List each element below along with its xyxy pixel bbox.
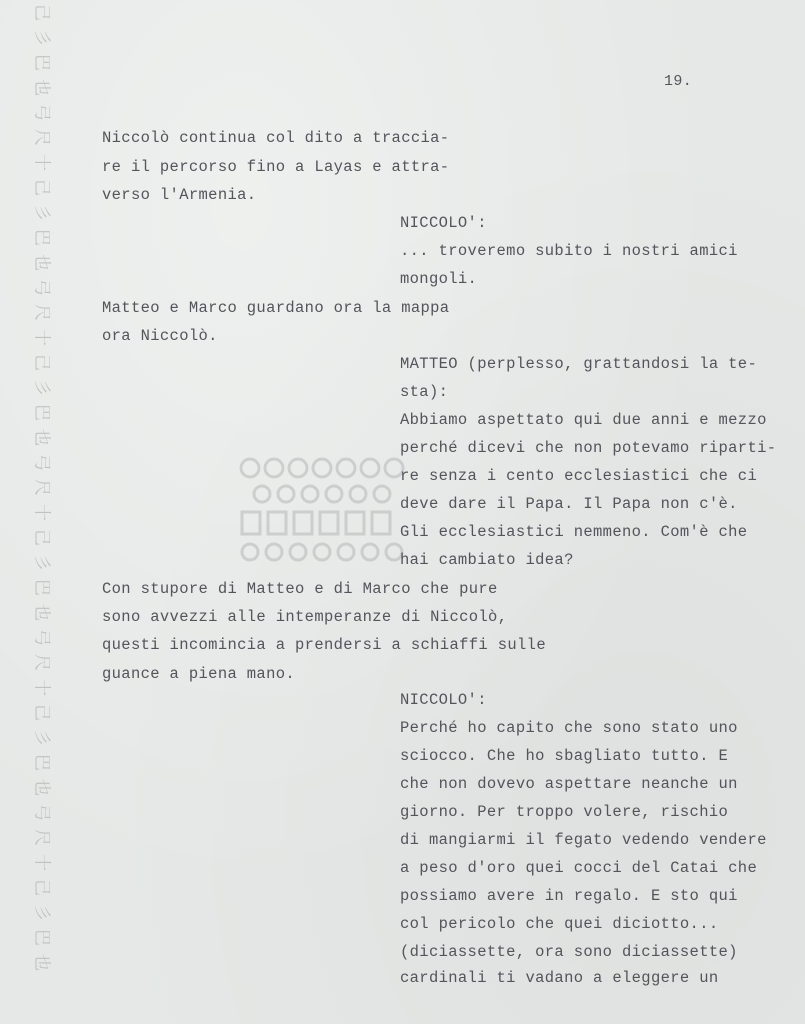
action-line: Con stupore di Matteo e di Marco che pure	[102, 580, 498, 598]
dialogue-line: mongoli.	[400, 270, 478, 288]
character-name: sta):	[400, 383, 449, 401]
character-name: NICCOLO':	[400, 214, 487, 232]
dialogue-line: ... troveremo subito i nostri amici	[400, 242, 738, 260]
dialogue-line: perché dicevi che non potevamo riparti-	[400, 439, 777, 457]
dialogue-line: Perché ho capito che sono stato uno	[400, 719, 738, 737]
dialogue-line: deve dare il Papa. Il Papa non c'è.	[400, 495, 738, 513]
dialogue-line: giorno. Per troppo volere, rischio	[400, 803, 729, 821]
dialogue-line: a peso d'oro quei cocci del Catai che	[400, 859, 758, 877]
action-line: Niccolò continua col dito a traccia-	[102, 129, 450, 147]
dialogue-line: Gli ecclesiastici nemmeno. Com'è che	[400, 523, 748, 541]
character-name: MATTEO (perplesso, grattandosi la te-	[400, 355, 758, 373]
dialogue-line: che non dovevo aspettare neanche un	[400, 775, 738, 793]
dialogue-line: possiamo avere in regalo. E sto qui	[400, 887, 738, 905]
binding-edge-marks: 己 彡 巴 也 弓 尺 十 己 彡 巴 也 弓 尺 十 己 彡 巴 也 弓 尺 十 己 彡 巴 也 弓 尺 十 己 彡 巴 也 弓 尺 十 己 彡 巴 也	[31, 4, 52, 971]
action-line: guance a piena mano.	[102, 665, 296, 683]
action-line: ora Niccolò.	[102, 327, 218, 345]
dialogue-line: col pericolo che quei diciotto...	[400, 915, 719, 933]
dialogue-line: (diciassette, ora sono diciassette)	[400, 943, 738, 961]
action-line: verso l'Armenia.	[102, 186, 257, 204]
action-line: Matteo e Marco guardano ora la mappa	[102, 299, 450, 317]
dialogue-line: re senza i cento ecclesiastici che ci	[400, 467, 758, 485]
action-line: questi incomincia a prendersi a schiaffi sulle	[102, 636, 546, 654]
dialogue-line: di mangiarmi il fegato vedendo vendere	[400, 831, 767, 849]
page-number: 19.	[664, 73, 693, 90]
character-name: NICCOLO':	[400, 691, 487, 709]
dialogue-line: Abbiamo aspettato qui due anni e mezzo	[400, 411, 767, 429]
dialogue-line: hai cambiato idea?	[400, 551, 574, 569]
dialogue-line: cardinali ti vadano a eleggere un	[400, 969, 719, 987]
dialogue-line: sciocco. Che ho sbagliato tutto. E	[400, 747, 729, 765]
action-line: sono avvezzi alle intemperanze di Niccolò,	[102, 608, 508, 626]
action-line: re il percorso fino a Layas e attra-	[102, 158, 450, 176]
